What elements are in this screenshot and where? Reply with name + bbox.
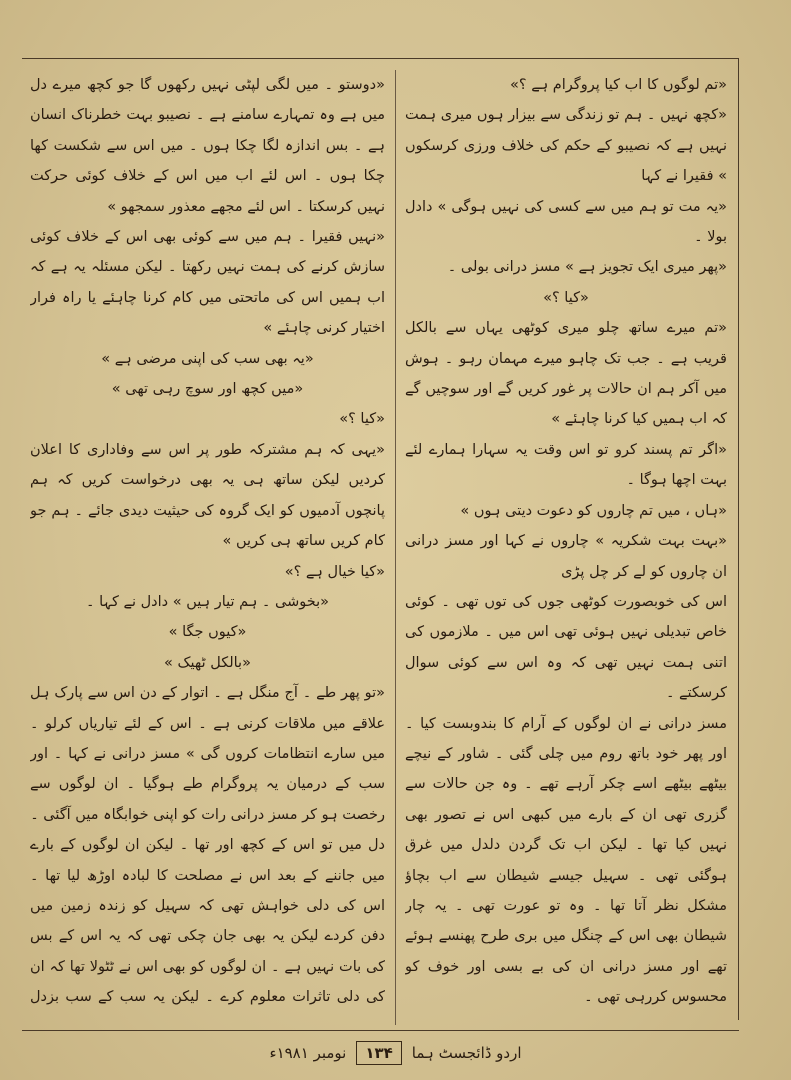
paragraph: «بخوشی ۔ ہم تیار ہیں » دادل نے کہا ۔ [85, 593, 330, 610]
issue-date: نومبر ۱۹۸۱ء [269, 1044, 347, 1062]
paragraph: «بالکل ٹھیک » [164, 654, 251, 671]
magazine-name: اردو ڈائجسٹ ہما [411, 1044, 522, 1062]
right-text-column [405, 70, 727, 1020]
page-footer [0, 1036, 791, 1070]
paragraph: «دوستو ۔ میں لگی لپٹی نہیں رکھوں گا جو کچھ میرے دل میں ہے وہ تمہارے سامنے ہے ۔ نصیبو بہت خطرناک انسان ہے ۔ بس اندازہ لگا چکا ہوں ۔ میں اس سے شکست کھا چکا ہوں ۔ اس لئے اب میں اس کے خلاف کوئی حرکت نہیں کرسکتا ۔ اس لئے مجھے معذور سمجھو » [30, 77, 385, 215]
paragraph: «کیا ؟» [339, 411, 385, 428]
paragraph: «بہت بہت شکریہ » چاروں نے کہا اور مسز درانی ان چاروں کو لے کر چل پڑی [405, 533, 727, 580]
right-rule [738, 58, 739, 1020]
paragraph: «یہ بھی سب کی اپنی مرضی ہے » [101, 350, 314, 367]
paragraph: «تم لوگوں کا اب کیا پروگرام ہے ؟» [510, 77, 727, 93]
left-text-column [30, 70, 385, 1020]
paragraph: «تو پھر طے ۔ آج منگل ہے ۔ اتوار کے دن اس سے پارک ہل علاقے میں ملاقات کرنی ہے ۔ اس کے لئے تیاریاں کرلو ۔ میں سارے انتظامات کروں گی » مسز درانی نے کہا ۔ اور سب کے درمیان یہ پروگرام طے ہوگیا ۔ ان لوگوں سے رخصت ہو کر مسز درانی رات کو اپنی خوابگاہ میں آگئی ۔ [30, 685, 385, 823]
paragraph: مسز درانی نے ان لوگوں کے آرام کا بندوبست کیا ۔ اور پھر خود باتھ روم میں چلی گئی ۔ شاور کے نیچے بیٹھے بیٹھے اسے چکر آرہے تھے ۔ وہ جن حالات سے گزری تھی ان کے بارے میں کبھی اس نے تصور بھی نہیں کیا تھا ۔ لیکن اب تک گردن دلدل میں غرق ہوگئی تھی ۔ سہیل جیسے شیطان سے اب بچاؤ مشکل نظر آتا تھا ۔ وہ تو عورت تھی ۔ یہ چار شیطان بھی اس کے چنگل میں بری طرح پھنسے ہوئے تھے اور مسز درانی ان کی بے بسی اور خوف کو محسوس کررہی تھی ۔ [405, 715, 727, 1006]
column-divider [395, 70, 396, 1025]
paragraph: «یہ مت تو ہم میں سے کسی کی نہیں ہوگی » دادل بولا ۔ [405, 198, 727, 246]
paragraph: اس کی خوبصورت کوٹھی جوں کی توں تھی ۔ کوئی خاص تبدیلی نہیں ہوئی تھی اس میں ۔ ملازموں کی اتنی ہمت نہیں تھی کہ وہ اس سے کوئی سوال کرسکتے ۔ [405, 593, 727, 702]
paragraph: «پھر میری ایک تجویز ہے » مسز درانی بولی ۔ [447, 259, 727, 276]
paragraph: «کچھ نہیں ۔ ہم تو زندگی سے بیزار ہوں میری ہمت نہیں ہے کہ نصیبو کے حکم کی خلاف ورزی کرسکوں » فقیرا نے کہا [405, 107, 727, 185]
page-number: ۱۳۴ [356, 1041, 401, 1065]
paragraph [405, 1013, 727, 1020]
paragraph: «کیوں جگا » [168, 624, 247, 641]
paragraph: «کیا خیال ہے ؟» [284, 563, 385, 580]
paragraph: «اگر تم پسند کرو تو اس وقت یہ سہارا ہمارے لئے بہت اچھا ہوگا ۔ [405, 441, 727, 489]
bottom-rule [22, 1030, 739, 1031]
paragraph: «کیا ؟» [543, 289, 589, 306]
paragraph: «تم میرے ساتھ چلو میری کوٹھی یہاں سے بالکل قریب ہے ۔ جب تک چاہو میرے مہمان رہو ۔ ہوش میں آکر ہم ان حالات پر غور کریں گے اور سوچیں گے کہ اب ہمیں کیا کرنا چاہئے » [405, 320, 727, 428]
paragraph: «ہاں ، میں تم چاروں کو دعوت دیتی ہوں » [460, 502, 727, 519]
paragraph: «نہیں فقیرا ۔ ہم میں سے کوئی بھی اس کے خلاف کوئی سازش کرنے کی ہمت نہیں رکھتا ۔ لیکن مسئلہ یہ ہے کہ اب ہمیں اس کی ماتحتی میں کام کرنا چاہئے یا راہ فرار اختیار کرنی چاہئے » [30, 229, 385, 337]
top-rule [22, 58, 739, 59]
paragraph: «یہی کہ ہم مشترکہ طور پر اس سے وفاداری کا اعلان کردیں لیکن ساتھ ہی یہ بھی درخواست کریں کہ ہم پانچوں آدمیوں کو ایک گروہ کی حیثیت دیدی جائے ۔ ہم جو کام کریں ساتھ ہی کریں » [30, 441, 385, 550]
paragraph: «میں کچھ اور سوچ رہی تھی » [111, 381, 304, 398]
paragraph: دل میں تو اس کے کچھ اور تھا ۔ لیکن ان لوگوں کے بارے میں جاننے کے بعد اس نے مصلحت کا لبادہ اوڑھ لیا تھا ۔ اس کی دلی خواہش تھی کہ سہیل کو زندہ زمین میں دفن کردے لیکن یہ بھی جان چکی تھی کہ یہ اس کے بس کی بات نہیں ہے ۔ ان لوگوں کو بھی اس نے ٹٹولا تھا کہ ان کی دلی تاثرات معلوم کرے ۔ لیکن یہ سب کے سب بزدل [30, 837, 385, 1006]
